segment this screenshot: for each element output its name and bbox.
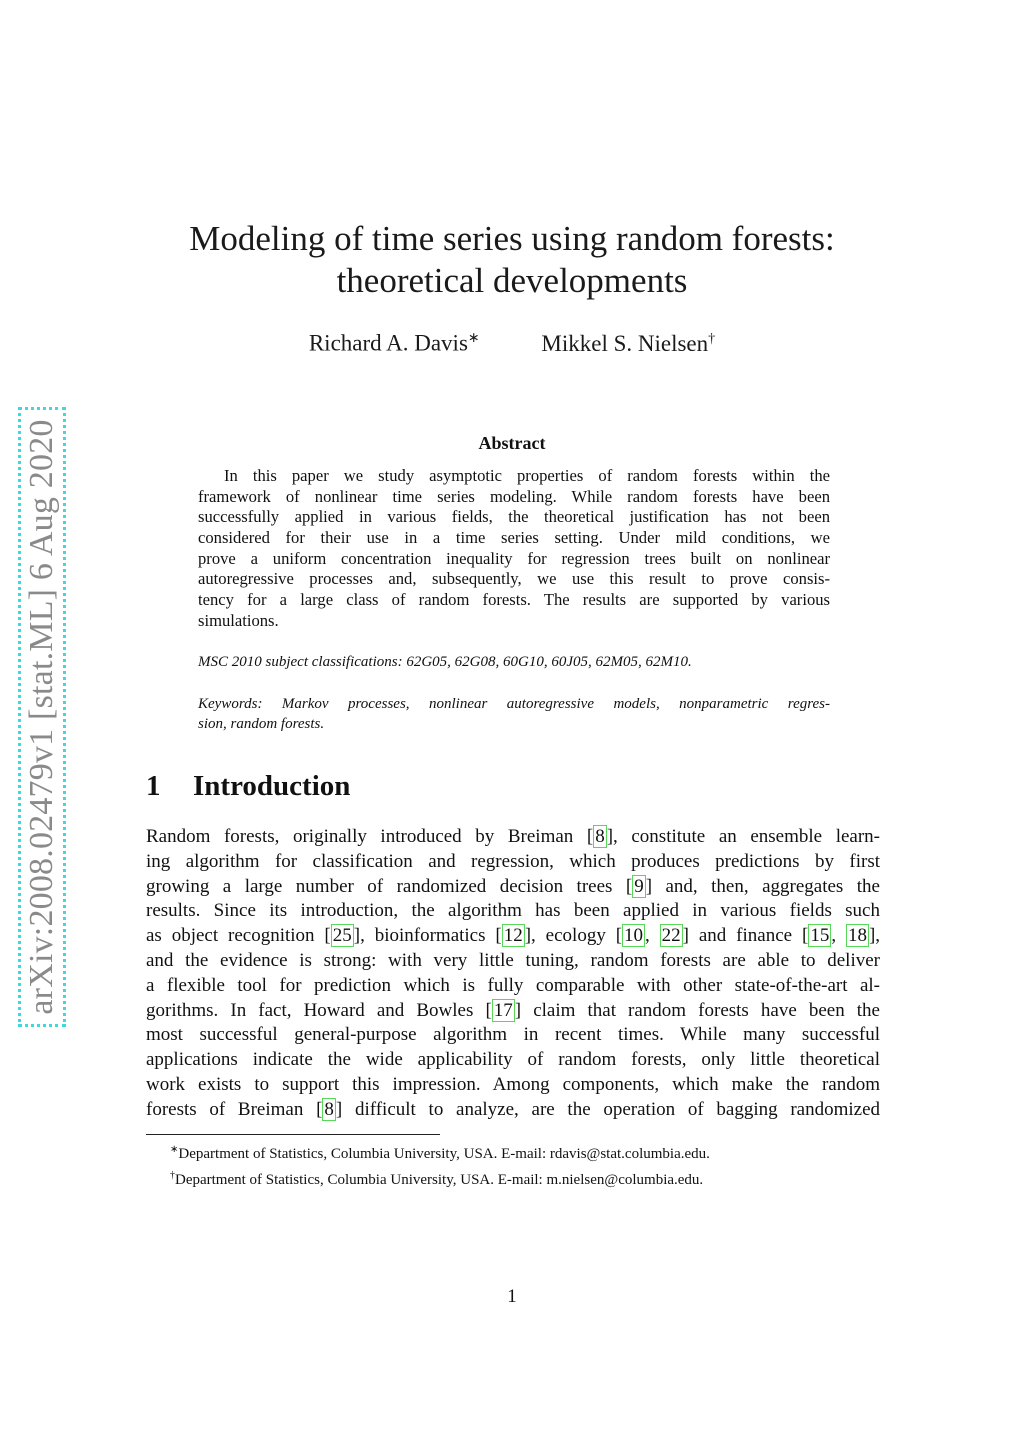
body-line: growing a large number of randomized decision trees [ 9 ] and, then, aggregates the xyxy=(146,875,880,897)
abstract-line: framework of nonlinear time series modeling. While random forests have been xyxy=(198,486,830,506)
body-line: ing algorithm for classification and regression, which produces predictions by first xyxy=(146,850,880,872)
paper-title xyxy=(0,218,1024,302)
author-1: Richard A. Davis∗ xyxy=(308,330,480,356)
citation-link[interactable]: 10 xyxy=(624,925,644,947)
body-line: and the evidence is strong: with very little tuning, random forests are able to deliver xyxy=(146,949,880,971)
title-line-1: Modeling of time series using random forests: xyxy=(189,219,835,258)
abstract-line: simulations. xyxy=(198,610,279,630)
citation-link[interactable]: 22 xyxy=(661,925,681,947)
arxiv-identifier-link[interactable]: arXiv:2008.02479v1 [stat.ML] 6 Aug 2020 xyxy=(18,407,66,1027)
body-line: results. Since its introduction, the algorithm has been applied in various fields such xyxy=(146,900,880,922)
keywords xyxy=(198,694,830,734)
citation-link[interactable]: 8 xyxy=(324,1098,334,1120)
abstract-heading: Abstract xyxy=(478,433,546,453)
keywords-line: Keywords: Markov processes, nonlinear autoregressive models, nonparametric regres- xyxy=(198,696,830,712)
footnote-divider xyxy=(146,1134,440,1135)
body-line: work exists to support this impression. Among components, which make the random xyxy=(146,1073,880,1095)
body-line: applications indicate the wide applicability of random forests, only little theoretical xyxy=(146,1049,880,1071)
citation-link[interactable]: 9 xyxy=(634,875,644,897)
abstract-line: tency for a large class of random forests. The results are supported by various xyxy=(198,590,830,610)
citation-link[interactable]: 18 xyxy=(847,925,867,947)
abstract-line: In this paper we study asymptotic properties of random forests within the xyxy=(224,466,830,485)
section-heading xyxy=(146,770,350,803)
author-list xyxy=(0,330,1024,357)
introduction-body xyxy=(146,825,880,1123)
citation-link[interactable]: 25 xyxy=(332,925,352,947)
author-2-footnote-mark[interactable]: † xyxy=(708,331,716,346)
author-1-footnote-mark[interactable]: ∗ xyxy=(467,331,480,346)
msc-classifications: MSC 2010 subject classifications: 62G05, 62G08, 60G10, 60J05, 62M05, 62M10. xyxy=(198,654,692,670)
abstract-text xyxy=(198,466,830,632)
abstract-line: successfully applied in various fields, the theoretical justification has not been xyxy=(198,507,830,527)
abstract-line: considered for their use in a time series setting. Under mild conditions, we xyxy=(198,528,830,548)
abstract-line: prove a uniform concentration inequality for regression trees built on nonlinear xyxy=(198,548,830,568)
author-2: Mikkel S. Nielsen† xyxy=(541,330,716,356)
citation-link[interactable]: 17 xyxy=(493,999,513,1021)
citation-link[interactable]: 8 xyxy=(595,826,605,847)
keywords-line: sion, random forests. xyxy=(198,716,325,732)
arxiv-sidebar xyxy=(18,407,66,1027)
body-line: as object recognition [ 25 ], bioinformatics [ 12 ], ecology [ 10 , 22 ] and finance [ 15 , 18 ], xyxy=(146,925,881,947)
body-line: a flexible tool for prediction which is fully comparable with other state-of-the-art al- xyxy=(146,974,880,996)
body-line: gorithms. In fact, Howard and Bowles [ 17 ] claim that random forests have been the xyxy=(146,999,880,1021)
citation-link[interactable]: 12 xyxy=(503,925,523,947)
title-line-2: theoretical developments xyxy=(336,261,688,300)
footnote-1: ∗Department of Statistics, Columbia University, USA. E-mail: rdavis@stat.columbia.edu. xyxy=(170,1144,710,1162)
footnotes xyxy=(170,1139,710,1191)
citation-link[interactable]: 15 xyxy=(810,925,830,947)
section-title: Introduction xyxy=(193,770,351,802)
page-number: 1 xyxy=(507,1286,517,1307)
body-line: Random forests, originally introduced by Breiman [ 8 ], constitute an ensemble learn- xyxy=(146,826,880,847)
body-line: most successful general-purpose algorithm in recent times. While many successful xyxy=(146,1024,880,1046)
abstract-line: autoregressive processes and, subsequently, we use this result to prove consis- xyxy=(198,569,830,589)
footnote-2: †Department of Statistics, Columbia University, USA. E-mail: m.nielsen@columbia.edu. xyxy=(170,1170,704,1188)
body-line: forests of Breiman [ 8 ] difficult to analyze, are the operation of bagging randomized xyxy=(146,1098,881,1120)
section-number: 1 xyxy=(146,770,161,802)
